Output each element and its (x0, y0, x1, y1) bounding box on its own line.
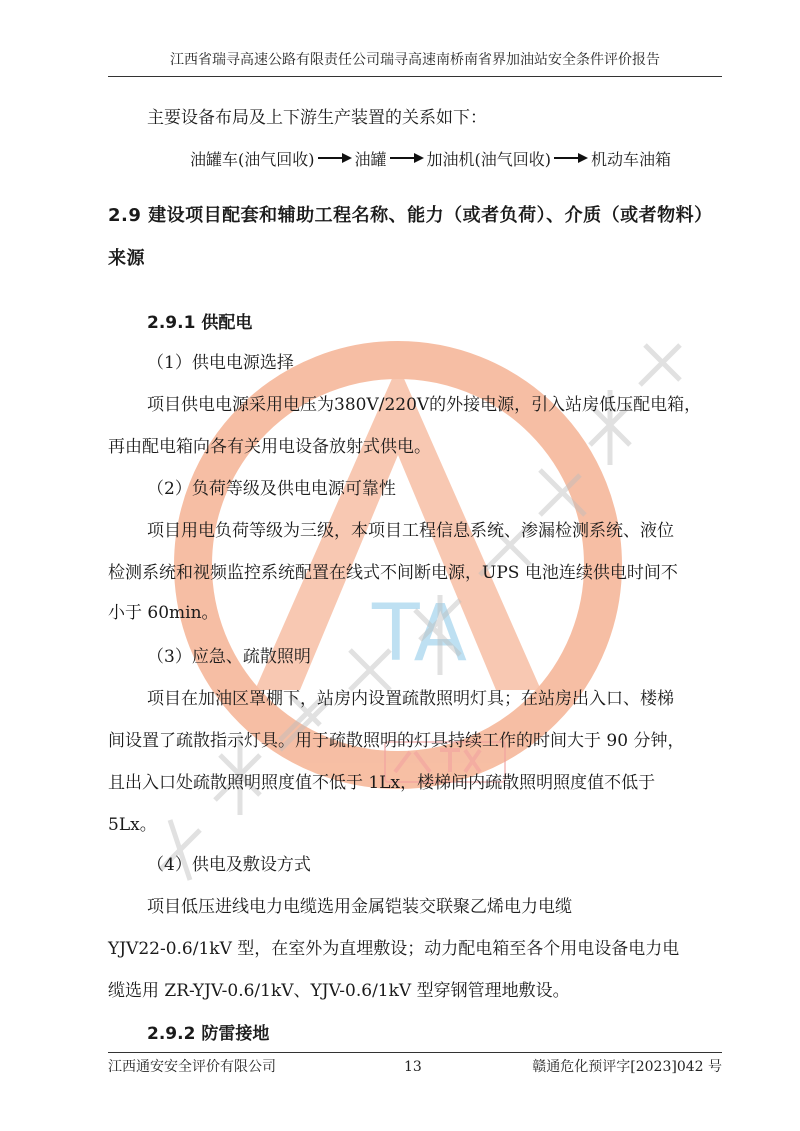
section-2-9-1-heading: 2.9.1 供配电 (147, 313, 253, 333)
sub3-title: （3）应急、疏散照明 (147, 647, 311, 667)
equipment-flow (190, 147, 671, 169)
sub4-line: YJV22-0.6/1kV 型，在室外为直埋敷设；动力配电箱至各个用电设备电力电 (108, 939, 680, 959)
sub2-line: 小于 60min。 (108, 603, 219, 623)
section-2-9-2-heading: 2.9.2 防雷接地 (147, 1024, 270, 1044)
section-2-9-heading-line2: 来源 (108, 248, 145, 269)
arrow-right-icon (318, 153, 352, 163)
svg-text:TA: TA (372, 589, 467, 679)
sub4-line: 缆选用 ZR-YJV-0.6/1kV、YJV-0.6/1kV 型穿钢管理地敷设。 (108, 981, 570, 1001)
flow-step-tanker: 油罐车(油气回收) (190, 149, 315, 169)
page-number: 13 (404, 1059, 422, 1075)
flow-step-vehicle-tank: 机动车油箱 (591, 149, 672, 169)
sub2-line: 项目用电负荷等级为三级，本项目工程信息系统、渗漏检测系统、液位 (147, 521, 674, 541)
header-divider (108, 76, 722, 77)
intro-text: 主要设备布局及上下游生产装置的关系如下： (147, 108, 487, 128)
page-header: 江西省瑞寻高速公路有限责任公司瑞寻高速南桥南省界加油站安全条件评价报告 (170, 52, 660, 68)
arrow-right-icon (390, 153, 424, 163)
sub3-line: 项目在加油区罩棚下，站房内设置疏散照明灯具；在站房出入口、楼梯 (147, 689, 674, 709)
sub3-line: 5Lx。 (108, 815, 157, 835)
sub1-title: （1）供电电源选择 (147, 353, 294, 373)
sub4-line: 项目低压进线电力电缆选用金属铠装交联聚乙烯电力电缆 (147, 897, 572, 917)
sub2-line: 检测系统和视频监控系统配置在线式不间断电源，UPS 电池连续供电时间不 (108, 563, 678, 583)
sub2-title: （2）负荷等级及供电电源可靠性 (147, 479, 396, 499)
sub1-line: 再由配电箱向各有关用电设备放射式供电。 (108, 437, 431, 457)
flow-step-tank: 油罐 (354, 149, 387, 169)
section-2-9-heading-line1: 2.9 建设项目配套和辅助工程名称、能力（或者负荷）、介质（或者物料） (108, 205, 713, 226)
flow-step-dispenser: 加油机(油气回收) (426, 149, 552, 169)
sub1-line: 项目供电电源采用电压为380V/220V的外接电源，引入站房低压配电箱， (147, 395, 702, 415)
page-footer (108, 1057, 722, 1077)
footer-company: 江西通安安全评价有限公司 (108, 1059, 276, 1075)
sub4-title: （4）供电及敷设方式 (147, 855, 311, 875)
sub3-line: 且出入口处疏散照明照度值不低于 1Lx，楼梯间内疏散照明照度值不低于 (108, 773, 656, 793)
document-number: 赣通危化预评字[2023]042 号 (532, 1059, 722, 1075)
footer-divider (108, 1052, 722, 1053)
arrow-right-icon (554, 153, 588, 163)
sub3-line: 间设置了疏散指示灯具。用于疏散照明的灯具持续工作的时间大于 90 分钟， (108, 731, 685, 751)
